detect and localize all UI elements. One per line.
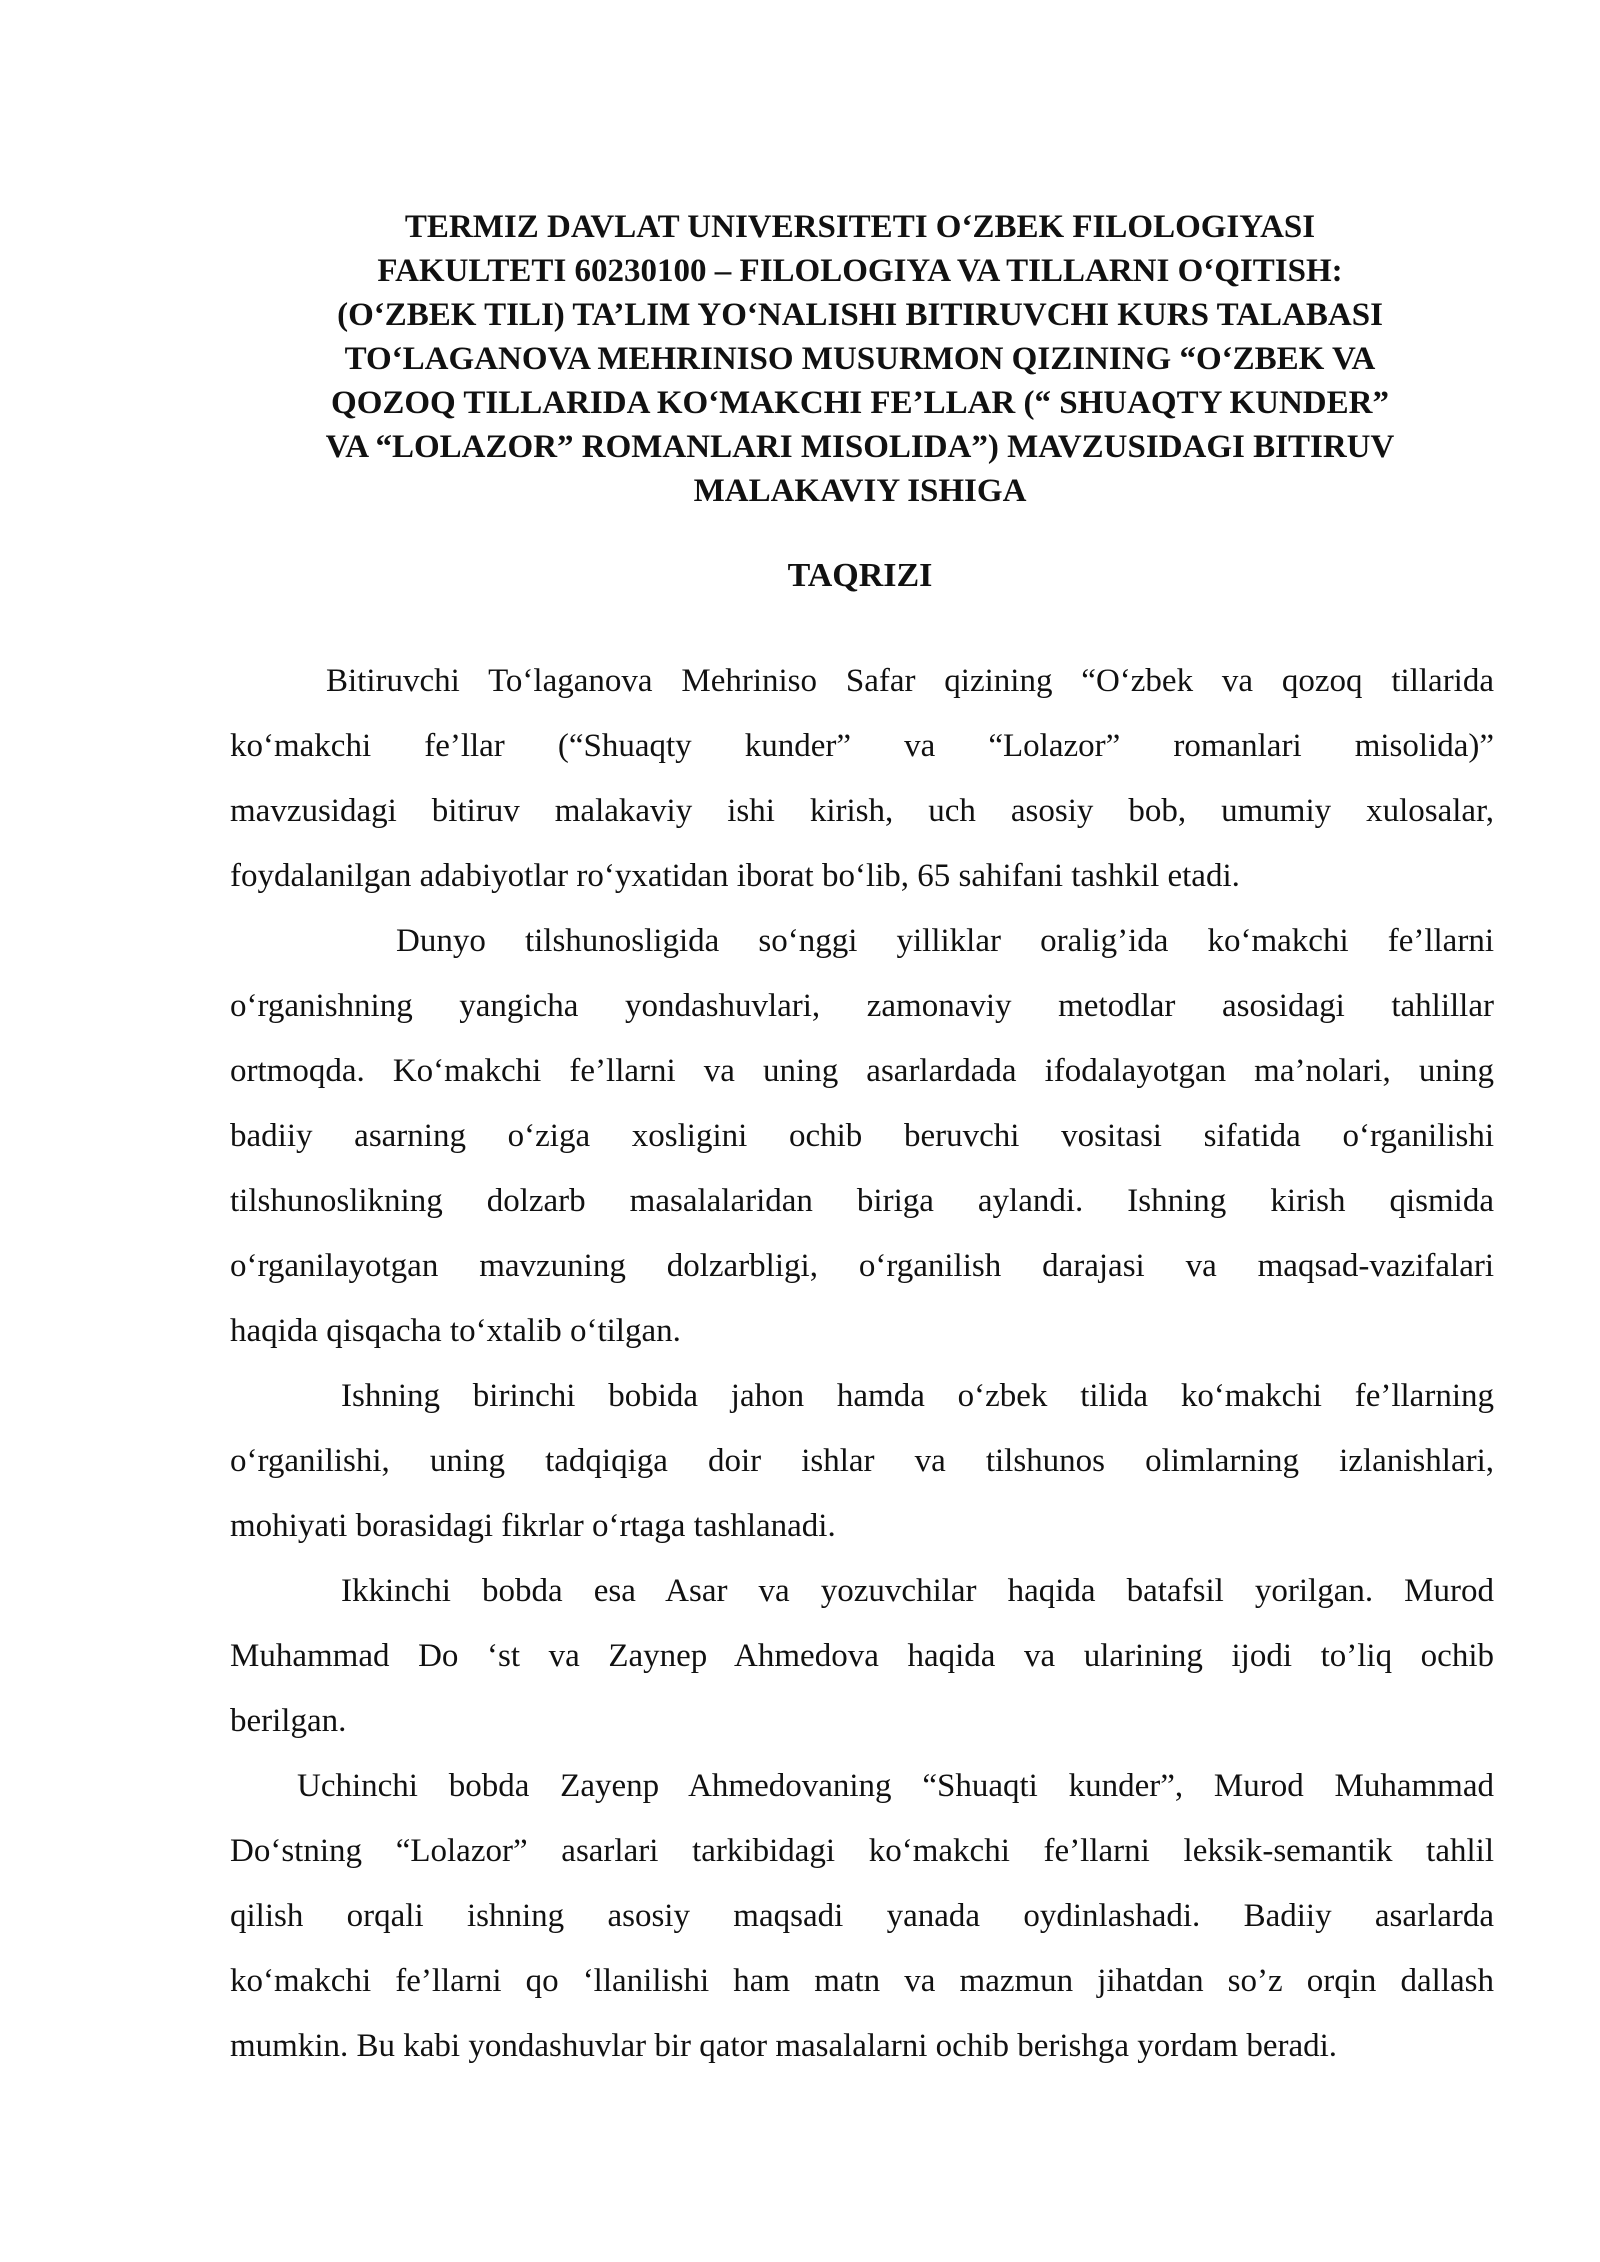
paragraph-line: tilshunoslikning dolzarb masalalaridan biriga aylandi. Ishning kirish qismida [230,1183,1494,1219]
heading-line: TERMIZ DAVLAT UNIVERSITETI O‘ZBEK FILOLOGIYASI [404,209,1316,245]
paragraph-line: Ishning birinchi bobida jahon hamda o‘zbek tilida ko‘makchi fe’llarning [341,1378,1494,1414]
heading-line: MALAKAVIY ISHIGA [693,473,1027,509]
paragraph [230,1364,1494,1559]
paragraph [230,909,1494,1364]
heading-line: TO‘LAGANOVA MEHRINISO MUSURMON QIZINING “O‘ZBEK VA [344,341,1376,377]
paragraph [230,649,1494,909]
paragraph-line: Dunyo tilshunosligida so‘nggi yilliklar oralig’ida ko‘makchi fe’llarni [396,923,1494,959]
paragraph-line: ko‘makchi fe’llarni qo ‘llanilishi ham matn va mazmun jihatdan so’z orqin dallash [230,1963,1494,1999]
paragraph-line: mavzusidagi bitiruv malakaviy ishi kirish, uch asosiy bob, umumiy xulosalar, [230,793,1494,829]
document-subtitle: TAQRIZI [787,557,933,594]
paragraph-line: mumkin. Bu kabi yondashuvlar bir qator masalalarni ochib berishga yordam beradi. [230,2028,1338,2064]
paragraph-line: mohiyati borasidagi fikrlar o‘rtaga tashlanadi. [230,1508,836,1544]
paragraph-line: qilish orqali ishning asosiy maqsadi yanada oydinlashadi. Badiiy asarlarda [230,1898,1494,1934]
document-body [230,649,1494,2079]
paragraph [230,1559,1494,1754]
heading-line: (O‘ZBEK TILI) TA’LIM YO‘NALISHI BITIRUVCHI KURS TALABASI [337,297,1383,333]
paragraph-line: Ikkinchi bobda esa Asar va yozuvchilar haqida batafsil yorilgan. Murod [341,1573,1494,1609]
paragraph-line: Bitiruvchi To‘laganova Mehriniso Safar qizining “O‘zbek va qozoq tillarida [326,663,1494,699]
paragraph-line: o‘rganishning yangicha yondashuvlari, zamonaviy metodlar asosidagi tahlillar [230,988,1494,1024]
paragraph-line: ortmoqda. Ko‘makchi fe’llarni va uning asarlardada ifodalayotgan ma’nolari, uning [230,1053,1494,1089]
paragraph-line: o‘rganilishi, uning tadqiqiga doir ishlar va tilshunos olimlarning izlanishlari, [230,1443,1494,1479]
paragraph-line: Uchinchi bobda Zayenp Ahmedovaning “Shuaqti kunder”, Murod Muhammad [297,1768,1494,1804]
paragraph [230,1754,1494,2079]
heading-line: QOZOQ TILLARIDA KO‘MAKCHI FE’LLAR (“ SHUAQTY KUNDER” [331,385,1389,421]
heading-line: VA “LOLAZOR” ROMANLARI MISOLIDA”) MAVZUSIDAGI BITIRUV [325,429,1395,465]
document-heading [200,205,1520,513]
paragraph-line: o‘rganilayotgan mavzuning dolzarbligi, o‘rganilish darajasi va maqsad-vazifalari [230,1248,1494,1284]
paragraph-line: ko‘makchi fe’llar (“Shuaqty kunder” va “Lolazor” romanlari misolida)” [230,728,1494,764]
paragraph-line: Do‘stning “Lolazor” asarlari tarkibidagi ko‘makchi fe’llarni leksik-semantik tahlil [230,1833,1494,1869]
paragraph-line: foydalanilgan adabiyotlar ro‘yxatidan iborat bo‘lib, 65 sahifani tashkil etadi. [230,858,1240,894]
paragraph-line: berilgan. [230,1703,347,1739]
paragraph-line: badiiy asarning o‘ziga xosligini ochib beruvchi vositasi sifatida o‘rganilishi [230,1118,1494,1154]
heading-line: FAKULTETI 60230100 – FILOLOGIYA VA TILLARNI O‘QITISH: [377,253,1343,289]
paragraph-line: Muhammad Do ‘st va Zaynep Ahmedova haqida va ularining ijodi to’liq ochib [230,1638,1494,1674]
paragraph-line: haqida qisqacha to‘xtalib o‘tilgan. [230,1313,681,1349]
